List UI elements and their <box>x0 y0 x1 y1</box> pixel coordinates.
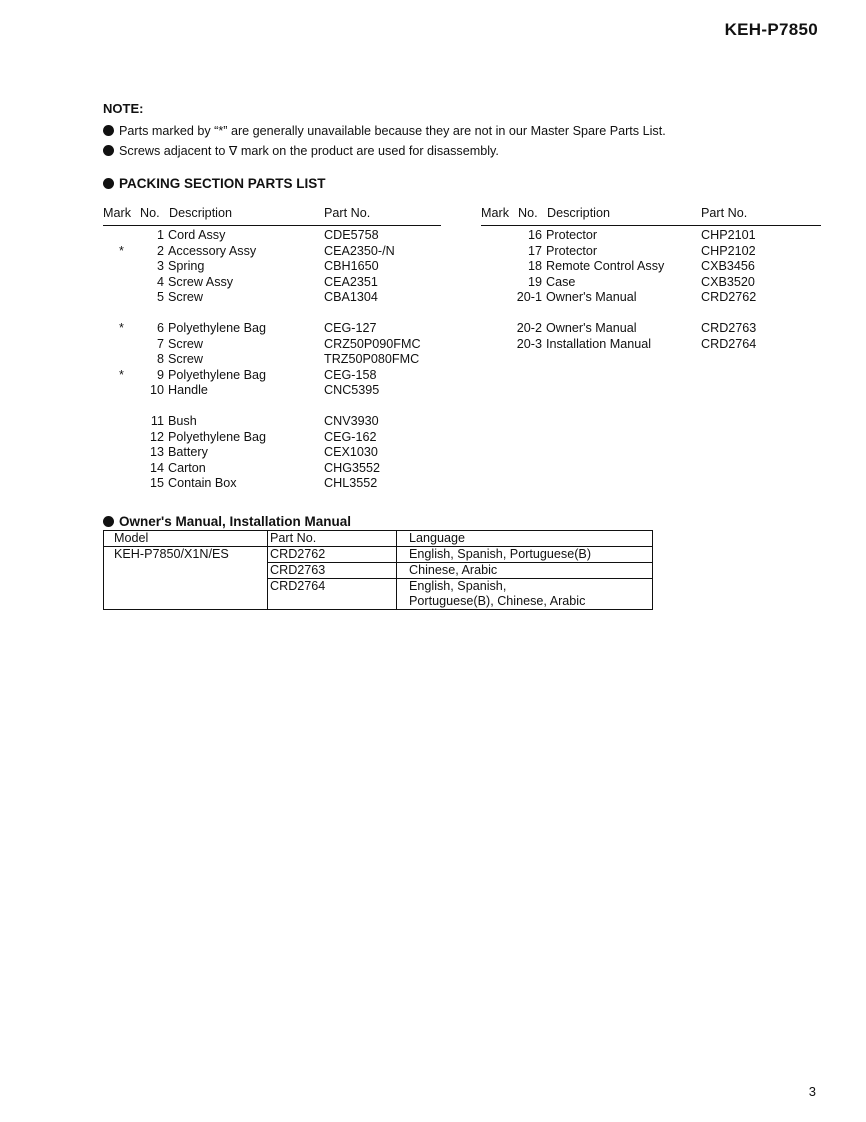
part-description: Protector <box>546 243 598 258</box>
part-number: 19 <box>527 274 542 289</box>
part-number: 5 <box>156 290 164 304</box>
header-mark: Mark <box>481 206 509 220</box>
part-code: CBA1304 <box>324 290 378 304</box>
note-text: Parts marked by “*” are generally unavailable because they are not in our Master Spare Parts List. <box>119 124 666 138</box>
part-description: Carton <box>168 460 206 475</box>
part-code: CRD2763 <box>701 321 757 335</box>
part-description: Case <box>546 274 576 289</box>
part-code: CEG-162 <box>324 429 377 444</box>
parts-row <box>481 337 821 353</box>
part-code: CDE5758 <box>324 228 379 242</box>
part-description: Polyethylene Bag <box>168 429 267 444</box>
part-number: 8 <box>156 352 164 366</box>
part-description: Spring <box>168 259 205 273</box>
parts-row <box>481 244 821 260</box>
part-mark: * <box>119 367 124 382</box>
part-description: Battery <box>168 445 208 459</box>
packing-section-title <box>103 176 326 191</box>
header-language: Language <box>397 531 653 547</box>
language-cell: English, Spanish, Portuguese(B) <box>397 547 653 563</box>
parts-row <box>103 414 441 430</box>
part-description: Owner's Manual <box>546 290 637 304</box>
language-cell <box>397 579 653 610</box>
model-cell: KEH-P7850/X1N/ES <box>104 547 268 610</box>
part-description: Accessory Assy <box>168 243 257 258</box>
part-number: 15 <box>149 476 164 490</box>
part-code: CHP2101 <box>701 228 756 242</box>
language-line: English, Spanish, <box>409 579 507 593</box>
part-number: 7 <box>156 336 164 351</box>
parts-row <box>103 383 441 399</box>
part-code: CEA2350-/N <box>324 243 395 258</box>
part-description: Installation Manual <box>546 336 652 351</box>
part-description: Screw <box>168 336 203 351</box>
manual-section-title <box>103 514 351 529</box>
part-code: CEX1030 <box>324 445 378 459</box>
note-line-unavailable <box>103 121 823 141</box>
part-no-cell: CRD2763 <box>268 563 397 579</box>
parts-table-right <box>481 204 821 352</box>
part-code: CEG-158 <box>324 367 377 382</box>
packing-title-text: PACKING SECTION PARTS LIST <box>119 176 326 191</box>
part-code: CNC5395 <box>324 383 380 397</box>
parts-row <box>481 228 821 244</box>
parts-row <box>481 290 821 306</box>
part-code: CRD2764 <box>701 336 757 351</box>
part-code: CNV3930 <box>324 414 379 428</box>
part-mark: * <box>119 243 124 258</box>
parts-table-body <box>481 226 821 352</box>
header-description: Description <box>169 206 232 220</box>
part-code: CHG3552 <box>324 460 381 475</box>
parts-row <box>103 244 441 260</box>
part-code: CEG-127 <box>324 321 377 335</box>
header-no: No. <box>140 206 160 220</box>
header-model: Model <box>104 531 268 547</box>
part-number: 10 <box>149 383 164 397</box>
part-description: Screw <box>168 290 203 304</box>
part-number: 9 <box>156 367 164 382</box>
part-number: 14 <box>149 460 164 475</box>
parts-row <box>103 445 441 461</box>
bullet-icon <box>103 516 114 527</box>
bullet-icon <box>103 178 114 189</box>
part-description: Screw Assy <box>168 274 234 289</box>
part-description: Screw <box>168 352 203 366</box>
part-number: 11 <box>150 414 164 428</box>
parts-table-header <box>481 204 821 226</box>
part-number: 13 <box>149 445 164 459</box>
manual-row <box>104 547 653 563</box>
part-code: CHP2102 <box>701 243 756 258</box>
parts-row <box>103 259 441 275</box>
part-number: 1 <box>156 228 164 242</box>
part-mark: * <box>119 321 124 335</box>
manual-table-header <box>104 531 653 547</box>
parts-row <box>481 259 821 275</box>
language-line: Portuguese(B), Chinese, Arabic <box>409 594 586 608</box>
part-description: Owner's Manual <box>546 321 637 335</box>
language-cell: Chinese, Arabic <box>397 563 653 579</box>
parts-row <box>481 275 821 291</box>
bullet-icon <box>103 145 114 156</box>
part-number: 2 <box>156 243 164 258</box>
header-description: Description <box>547 206 610 220</box>
part-code: CXB3520 <box>701 274 755 289</box>
parts-row <box>103 430 441 446</box>
header-part-no: Part No. <box>268 531 397 547</box>
header-part-no: Part No. <box>701 206 748 220</box>
parts-row <box>103 228 441 244</box>
parts-row <box>103 476 441 492</box>
page-number: 3 <box>808 1084 816 1099</box>
header-mark: Mark <box>103 206 131 220</box>
part-number: 3 <box>156 259 164 273</box>
header-no: No. <box>518 206 538 220</box>
part-number: 20-1 <box>516 290 542 304</box>
part-number: 18 <box>527 259 542 273</box>
parts-table-body <box>103 226 441 492</box>
part-number: 20-3 <box>516 336 542 351</box>
part-code: CRD2762 <box>701 290 757 304</box>
part-description: Contain Box <box>168 476 237 490</box>
part-number: 4 <box>156 274 164 289</box>
part-description: Remote Control Assy <box>546 259 665 273</box>
parts-row <box>103 368 441 384</box>
part-code: CXB3456 <box>701 259 755 273</box>
parts-table-header <box>103 204 441 226</box>
part-number: 17 <box>527 243 542 258</box>
part-description: Polyethylene Bag <box>168 321 267 335</box>
parts-row <box>103 321 441 337</box>
bullet-icon <box>103 125 114 136</box>
part-description: Handle <box>168 383 208 397</box>
manual-title-text: Owner's Manual, Installation Manual <box>119 514 351 529</box>
part-description: Cord Assy <box>168 228 226 242</box>
part-number: 16 <box>527 228 542 242</box>
part-code: CBH1650 <box>324 259 379 273</box>
part-description: Polyethylene Bag <box>168 367 267 382</box>
parts-row <box>103 352 441 368</box>
part-code: TRZ50P080FMC <box>324 352 420 366</box>
part-code: CRZ50P090FMC <box>324 336 421 351</box>
note-line-screws <box>103 141 823 161</box>
parts-row <box>103 337 441 353</box>
part-code: CHL3552 <box>324 476 378 490</box>
model-header: KEH-P7850 <box>724 20 818 39</box>
part-description: Protector <box>546 228 598 242</box>
parts-row <box>103 290 441 306</box>
parts-row <box>103 275 441 291</box>
parts-row <box>481 321 821 337</box>
part-number: 20-2 <box>516 321 542 335</box>
header-part-no: Part No. <box>324 206 371 220</box>
part-number: 6 <box>156 321 164 335</box>
part-code: CEA2351 <box>324 274 378 289</box>
manual-table <box>103 530 653 610</box>
note-title: NOTE: <box>103 101 144 116</box>
part-no-cell: CRD2764 <box>268 579 397 610</box>
parts-row <box>103 461 441 477</box>
parts-table-left <box>103 204 441 492</box>
part-no-cell: CRD2762 <box>268 547 397 563</box>
part-number: 12 <box>149 429 164 444</box>
part-description: Bush <box>168 414 197 428</box>
note-section <box>103 101 823 161</box>
note-text: Screws adjacent to ∇ mark on the product are used for disassembly. <box>119 144 499 158</box>
